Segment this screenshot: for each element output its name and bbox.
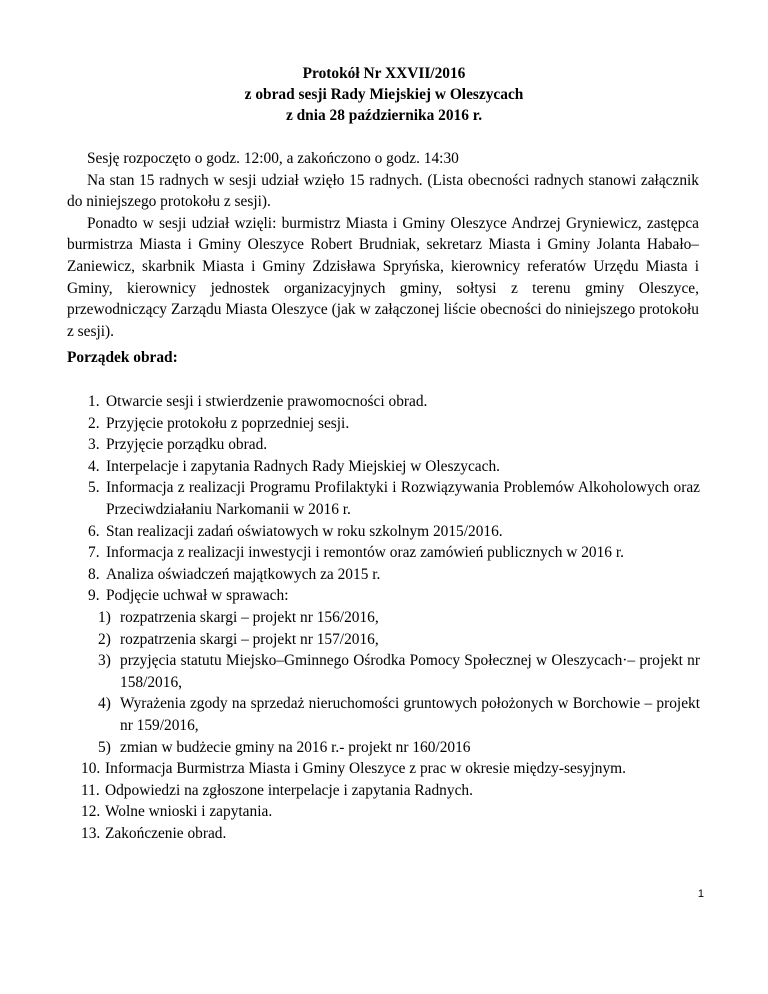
agenda-item-text: Przyjęcie porządku obrad. xyxy=(106,436,268,454)
resolution-item-text: rozpatrzenia skargi – projekt nr 157/2016, xyxy=(120,630,379,648)
agenda-item-number: 7. xyxy=(88,544,100,562)
agenda-item-number: 12. xyxy=(81,803,101,821)
agenda-item xyxy=(88,391,700,413)
title-line-session: z obrad sesji Rady Miejskiej w Oleszycach xyxy=(244,86,524,103)
agenda-item xyxy=(88,542,700,564)
agenda-item-text: Wolne wnioski i zapytania. xyxy=(105,803,273,821)
agenda-item-text: Otwarcie sesji i stwierdzenie prawomocności obrad. xyxy=(106,393,428,410)
resolution-item xyxy=(88,693,700,736)
resolution-item-number: 5) xyxy=(98,738,111,756)
agenda-item-text: Odpowiedzi na zgłoszone interpelacje i zapytania Radnych. xyxy=(105,781,473,799)
agenda-item-number: 11. xyxy=(81,781,100,799)
agenda-item xyxy=(88,477,700,520)
resolution-item xyxy=(88,629,700,651)
session-time-paragraph: Sesję rozpoczęto o godz. 12:00, a zakończono o godz. 14:30 xyxy=(87,150,459,167)
resolution-item-text: przyjęcia statutu Miejsko–Gminnego Ośrodka Pomocy Społecznej w Oleszycach·– projekt nr 158/2016, xyxy=(120,652,700,691)
agenda-item xyxy=(81,801,700,823)
agenda-item-text: Informacja Burmistrza Miasta i Gminy Oleszyce z prac w okresie między-sesyjnym. xyxy=(105,760,626,778)
agenda-item-text: Przyjęcie protokołu z poprzedniej sesji. xyxy=(106,414,350,432)
agenda-list xyxy=(81,391,700,844)
agenda-item-number: 3. xyxy=(88,436,100,454)
agenda-item-number: 10. xyxy=(81,760,101,778)
agenda-item xyxy=(88,413,700,435)
agenda-item xyxy=(81,780,700,802)
agenda-item xyxy=(81,758,700,780)
agenda-item-text: Stan realizacji zadań oświatowych w roku szkolnym 2015/2016. xyxy=(106,522,503,540)
resolution-item xyxy=(88,607,700,629)
agenda-item-number: 2. xyxy=(88,414,100,432)
agenda-item-text: Podjęcie uchwał w sprawach: xyxy=(106,587,289,605)
agenda-item-number: 6. xyxy=(88,522,100,540)
resolution-item-text: rozpatrzenia skargi – projekt nr 156/2016, xyxy=(120,608,379,626)
guests-paragraph: Ponadto w sesji udział wzięli: burmistrz Miasta i Gminy Oleszyce Andrzej Gryniewicz, zastępca burmistrza Miasta i Gminy Oleszyce Robert Brudniak, sekretarz Miasta i Gminy Jolanta Habało–Zaniewicz, skarbnik Miasta i Gminy Zdzisława Spryńska, kierownicy referatów Urzędu Miasta i Gminy, kierownicy jednostek organizacyjnych gminy, sołtysi z terenu gminy Oleszyce, przewodniczący Zarządu Miasta Oleszyce (jak w załączonej liście obecności do niniejszego protokołu z sesji). xyxy=(67,214,699,340)
agenda-item xyxy=(88,521,700,543)
agenda-item-text: Informacja z realizacji inwestycji i remontów oraz zamówień publicznych w 2016 r. xyxy=(106,544,624,562)
resolution-item xyxy=(88,650,700,693)
agenda-item-number: 8. xyxy=(88,565,100,583)
intro-section xyxy=(67,148,699,342)
agenda-item-number: 13. xyxy=(81,824,101,842)
agenda-item xyxy=(88,456,700,478)
agenda-item xyxy=(88,434,700,456)
agenda-item-text: Zakończenie obrad. xyxy=(105,824,227,842)
agenda-heading: Porządek obrad: xyxy=(67,349,178,366)
agenda-item xyxy=(88,585,700,607)
resolution-item-number: 2) xyxy=(98,630,111,648)
resolution-item-number: 4) xyxy=(98,695,111,713)
resolution-item xyxy=(88,737,700,759)
title-line-number: Protokół Nr XXVII/2016 xyxy=(302,65,466,82)
agenda-item-number: 5. xyxy=(88,479,100,497)
agenda-item-number: 9. xyxy=(88,587,100,605)
agenda-item xyxy=(88,564,700,586)
attendance-paragraph: Na stan 15 radnych w sesji udział wzięło 15 radnych. (Lista obecności radnych stanowi załącznik do niniejszego protokołu z sesji). xyxy=(67,171,699,211)
resolution-item-number: 3) xyxy=(98,652,111,670)
agenda-item-text: Informacja z realizacji Programu Profilaktyki i Rozwiązywania Problemów Alkoholowych oraz Przeciwdziałaniu Narkomanii w 2016 r. xyxy=(106,479,700,518)
protocol-title xyxy=(0,63,768,126)
resolution-item-text: zmian w budżecie gminy na 2016 r.- projekt nr 160/2016 xyxy=(120,738,471,756)
agenda-item-number: 4. xyxy=(88,457,100,475)
agenda-item-text: Interpelacje i zapytania Radnych Rady Miejskiej w Oleszycach. xyxy=(106,457,501,475)
resolutions-sublist xyxy=(88,607,700,758)
resolution-item-number: 1) xyxy=(98,608,111,626)
page-number: 1 xyxy=(697,888,704,900)
resolution-item-text: Wyrażenia zgody na sprzedaż nieruchomości gruntowych położonych w Borchowie – projekt nr 159/2016, xyxy=(120,695,700,734)
agenda-item-text: Analiza oświadczeń majątkowych za 2015 r. xyxy=(106,565,381,583)
title-line-date: z dnia 28 października 2016 r. xyxy=(285,107,483,124)
agenda-item xyxy=(81,823,700,845)
agenda-item-number: 1. xyxy=(88,393,100,410)
